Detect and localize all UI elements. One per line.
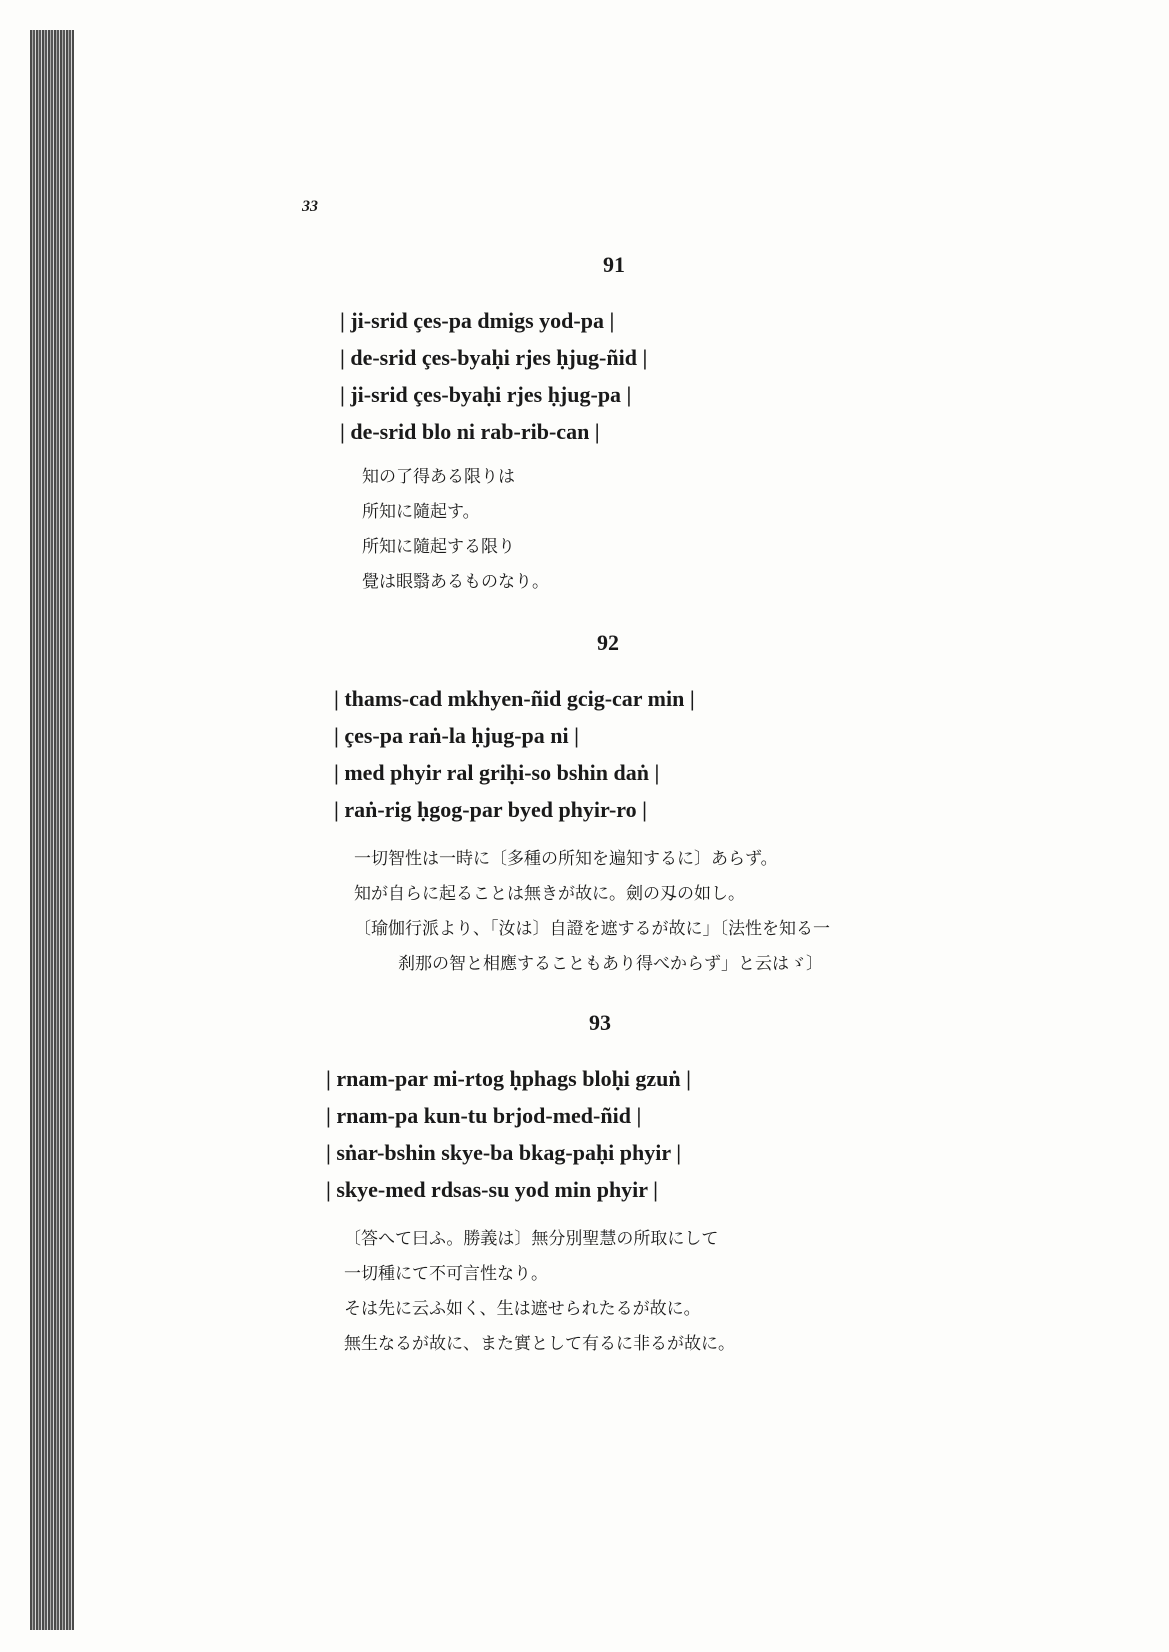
tibetan-line: | med phyir ral griḥi-so bshin daṅ | [334, 760, 660, 785]
japanese-line: そは先に云ふ如く、生は遮せられたるが故に。 [344, 1299, 701, 1319]
tibetan-line: | raṅ-rig ḥgog-par byed phyir-ro | [334, 797, 648, 822]
japanese-line: 所知に隨起す。 [362, 502, 480, 522]
tibetan-line: | ji-srid çes-pa dmigs yod-pa | [340, 308, 615, 333]
verse-number: 93 [589, 1010, 611, 1035]
page-number: 33 [302, 198, 318, 215]
japanese-line: 一切種にて不可言性なり。 [344, 1264, 548, 1284]
tibetan-verse [340, 302, 647, 450]
japanese-line: 刹那の智と相應することもあり得べからず」と云はゞ〕 [398, 954, 823, 974]
japanese-line: 知の了得ある限りは [362, 467, 515, 487]
japanese-line: 無生なるが故に、また實として有るに非るが故に。 [344, 1334, 735, 1354]
tibetan-line: | de-srid çes-byaḥi rjes ḥjug-ñid | [340, 345, 648, 370]
tibetan-line: | rnam-par mi-rtog ḥphags bloḥi gzuṅ | [326, 1066, 691, 1091]
japanese-line: 〔答へて曰ふ。勝義は〕無分別聖慧の所取にして [344, 1229, 719, 1249]
japanese-line: 覺は眼翳あるものなり。 [362, 572, 549, 592]
verse-number: 92 [597, 630, 619, 655]
tibetan-verse [326, 1060, 691, 1208]
japanese-line: 〔瑜伽行派より、「汝は〕自證を遮するが故に」〔法性を知る一 [354, 919, 830, 939]
book-binding-edge [30, 30, 74, 1630]
tibetan-line: | thams-cad mkhyen-ñid gcig-car min | [334, 686, 695, 711]
japanese-line: 一切智性は一時に〔多種の所知を遍知するに〕あらず。 [354, 849, 778, 869]
japanese-line: 所知に隨起する限り [362, 537, 515, 557]
tibetan-line: | de-srid blo ni rab-rib-can | [340, 419, 600, 444]
verse-number: 91 [603, 252, 625, 277]
tibetan-verse [334, 680, 695, 828]
tibetan-line: | çes-pa raṅ-la ḥjug-pa ni | [334, 723, 579, 748]
japanese-translation [344, 1222, 735, 1362]
tibetan-line: | sṅar-bshin skye-ba bkag-paḥi phyir | [326, 1140, 682, 1165]
japanese-translation [354, 842, 830, 982]
tibetan-line: | skye-med rdsas-su yod min phyir | [326, 1177, 659, 1202]
tibetan-line: | ji-srid çes-byaḥi rjes ḥjug-pa | [340, 382, 632, 407]
japanese-line: 知が自らに起ることは無きが故に。劍の刄の如し。 [354, 884, 745, 904]
tibetan-line: | rnam-pa kun-tu brjod-med-ñid | [326, 1103, 642, 1128]
japanese-translation [362, 460, 549, 600]
